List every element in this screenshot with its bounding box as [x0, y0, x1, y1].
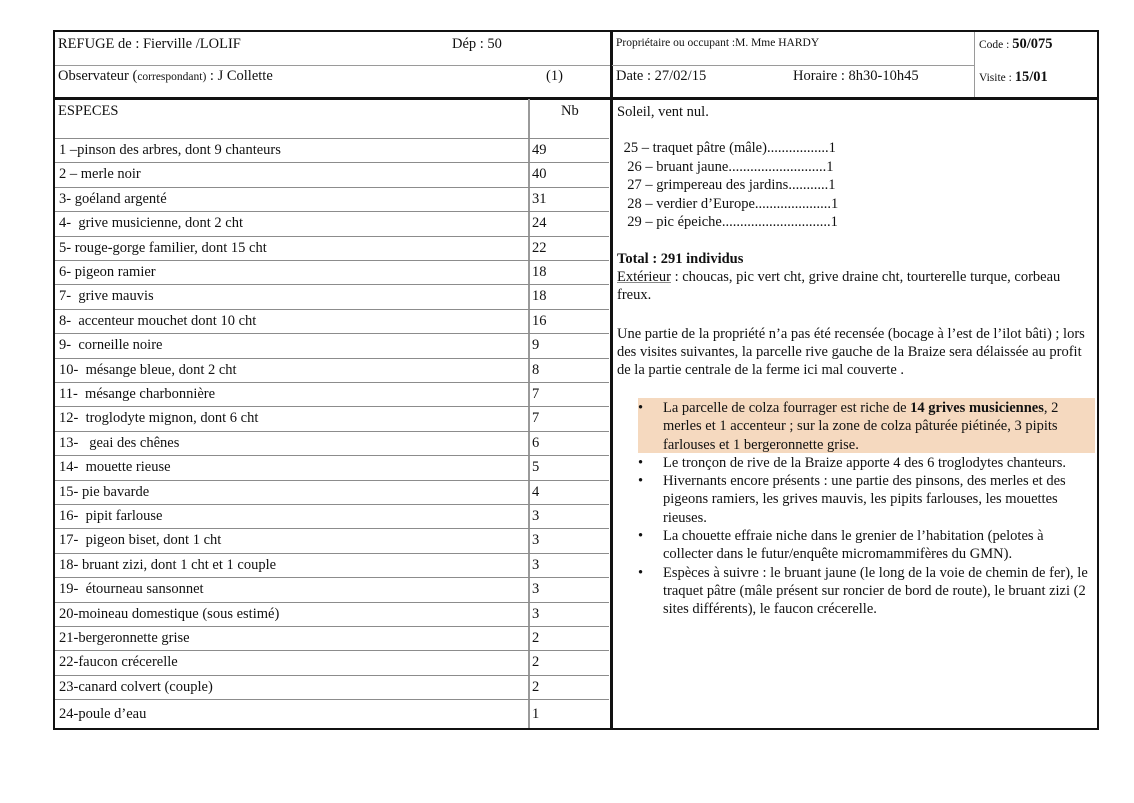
observation-bullets	[636, 399, 1096, 619]
species-name: 9- corneille noire	[59, 337, 163, 354]
bullet-item	[636, 454, 1096, 472]
species-count: 2	[532, 654, 540, 671]
observer-value: : J Collette	[206, 68, 273, 84]
bullet-text: Le tronçon de rive de la Braize apporte 4 des 6 troglodytes chanteurs.	[663, 454, 1067, 471]
table-row	[55, 480, 609, 504]
species-count: 8	[532, 361, 540, 378]
weather-note: Soleil, vent nul.	[617, 104, 709, 120]
table-row	[55, 675, 609, 699]
species-count: 18	[532, 264, 547, 280]
species-count: 49	[532, 142, 547, 158]
bullet-icon: •	[638, 564, 644, 581]
species-count: 3	[532, 556, 540, 573]
header-divider	[53, 97, 1099, 100]
species-name: 24-poule d’eau	[59, 706, 147, 723]
visite-label: Visite :	[979, 72, 1015, 84]
species-name: 16- pipit farlouse	[59, 508, 163, 524]
species-name: 11- mésange charbonnière	[59, 386, 216, 402]
species-name: 20-moineau domestique (sous estimé)	[59, 605, 280, 622]
code-column-divider	[974, 32, 975, 97]
extra-species-item: 25 – traquet pâtre (mâle).................1	[620, 140, 836, 156]
table-row	[55, 504, 609, 528]
bullet-icon: •	[638, 473, 644, 490]
nb-column-header: Nb	[561, 103, 579, 119]
species-name: 15- pie bavarde	[59, 483, 150, 500]
table-row	[55, 528, 609, 552]
species-count: 4	[532, 483, 540, 500]
extra-species-item: 27 – grimpereau des jardins...........1	[620, 177, 836, 193]
table-row	[55, 602, 609, 626]
species-name: 12- troglodyte mignon, dont 6 cht	[59, 410, 259, 427]
species-name: 22-faucon crécerelle	[59, 654, 178, 671]
exterior-label: Extérieur	[617, 269, 671, 285]
species-count: 3	[532, 508, 540, 524]
table-row	[55, 284, 609, 308]
observer-number: (1)	[546, 68, 563, 84]
extra-species-item: 28 – verdier d’Europe.....................1	[620, 195, 839, 212]
extra-species-list	[620, 139, 838, 232]
species-name: 7- grive mauvis	[59, 288, 154, 305]
bullet-icon: •	[638, 454, 644, 471]
species-name: 10- mésange bleue, dont 2 cht	[59, 361, 237, 378]
table-row	[55, 553, 609, 577]
dep-label: Dép : 50	[452, 36, 502, 52]
table-row	[55, 309, 609, 333]
species-count: 2	[532, 678, 540, 695]
bullet-text: Espèces à suivre : le bruant jaune (le long de la voie de chemin de fer), le traquet pâtre (mâle présent sur roncier de bord de route), le bruant zizi (2 sites différents), le faucon crécerelle.	[663, 564, 1088, 618]
exterior-text: : choucas, pic vert cht, grive draine cht, tourterelle turque, corbeau freux.	[617, 269, 1061, 303]
species-name: 14- mouette rieuse	[59, 459, 171, 476]
species-column-header: ESPECES	[58, 103, 119, 119]
species-name: 8- accenteur mouchet dont 10 cht	[59, 312, 257, 329]
refuge-label: REFUGE de : Fierville /LOLIF	[58, 36, 241, 52]
species-count: 5	[532, 459, 540, 476]
species-name: 19- étourneau sansonnet	[59, 581, 204, 598]
species-name: 4- grive musicienne, dont 2 cht	[59, 215, 244, 232]
species-count: 3	[532, 605, 540, 622]
table-row	[55, 138, 609, 162]
table-row	[55, 626, 609, 650]
visite-value: 15/01	[1014, 69, 1048, 85]
horaire-label: Horaire : 8h30-10h45	[793, 68, 919, 84]
species-count: 18	[532, 288, 547, 305]
bullet-text: Hivernants encore présents : une partie des pinsons, des merles et des pigeons ramiers, les grives mauvis, les pipits farlouses, les mouettes rieuses.	[663, 473, 1066, 526]
table-row	[55, 382, 609, 406]
species-count: 7	[532, 386, 540, 402]
bullet-item	[636, 399, 1096, 454]
species-count: 24	[532, 215, 547, 232]
species-count: 3	[532, 532, 540, 549]
species-name: 21-bergeronnette grise	[59, 630, 190, 646]
observer-small-label: correspondant)	[137, 71, 207, 83]
species-count: 6	[532, 434, 540, 451]
bullet-text: La parcelle de colza fourrager est riche de	[663, 400, 911, 416]
table-row	[55, 260, 609, 284]
bullet-text: , 2 merles et 1 accenteur ; sur la zone de colza pâturée piétinée, 3 pipits farlouses et 1 bergeronnette grise.	[663, 400, 1059, 453]
table-row	[55, 699, 609, 728]
table-row	[55, 406, 609, 430]
visite-field	[979, 69, 1048, 87]
species-name: 6- pigeon ramier	[59, 264, 156, 280]
table-row	[55, 358, 609, 382]
species-name: 3- goéland argenté	[59, 190, 167, 207]
bullet-text: La chouette effraie niche dans le grenier de l’habitation (pelotes à collecter dans le futur/enquête micromammifères du GMN).	[663, 528, 1044, 563]
table-row	[55, 577, 609, 601]
table-row	[55, 431, 609, 455]
header-row-line-right	[612, 65, 974, 66]
observer-field	[58, 68, 273, 86]
bullet-item	[636, 472, 1096, 527]
extra-species-item: 26 – bruant jaune...........................1	[620, 158, 834, 175]
table-row	[55, 236, 609, 260]
species-name: 23-canard colvert (couple)	[59, 678, 213, 695]
date-label: Date : 27/02/15	[616, 68, 707, 84]
header-row-line-left	[55, 65, 610, 66]
table-row	[55, 162, 609, 186]
owner-label: Propriétaire ou occupant :M. Mme HARDY	[616, 37, 820, 49]
species-name: 18- bruant zizi, dont 1 cht et 1 couple	[59, 556, 277, 573]
species-count: 16	[532, 312, 547, 329]
bullet-bold-text: 14 grives musiciennes	[910, 400, 1044, 416]
table-row	[55, 333, 609, 357]
species-name: 1 –pinson des arbres, dont 9 chanteurs	[59, 142, 281, 158]
code-value: 50/075	[1012, 36, 1053, 52]
bullet-item	[636, 564, 1096, 619]
species-count: 1	[532, 706, 540, 723]
species-name: 17- pigeon biset, dont 1 cht	[59, 532, 222, 549]
species-count: 2	[532, 630, 540, 646]
code-field	[979, 36, 1053, 54]
coverage-paragraph: Une partie de la propriété n’a pas été recensée (bocage à l’est de l’ilot bâti) ; lors des visites suivantes, la parcelle rive gauche de la Braize sera délaissée au profit de la partie centrale de la ferme ici mal couverte .	[617, 326, 1085, 378]
species-name: 13- geai des chênes	[59, 434, 180, 451]
bullet-item	[636, 527, 1096, 564]
table-row	[55, 211, 609, 235]
species-count: 31	[532, 190, 547, 207]
column-divider	[610, 30, 613, 730]
observer-label: Observateur (	[58, 68, 138, 84]
total-count: Total : 291 individus	[617, 251, 744, 267]
species-count: 9	[532, 337, 540, 354]
table-row	[55, 455, 609, 479]
species-name: 5- rouge-gorge familier, dont 15 cht	[59, 239, 267, 256]
bullet-icon: •	[638, 400, 644, 416]
exterior-note	[617, 268, 1087, 304]
table-row	[55, 187, 609, 211]
extra-species-item: 29 – pic épeiche..............................1	[620, 214, 838, 230]
species-count: 7	[532, 410, 540, 427]
species-name: 2 – merle noir	[59, 166, 141, 183]
species-count: 22	[532, 239, 547, 256]
species-count: 40	[532, 166, 547, 183]
species-count: 3	[532, 581, 540, 598]
table-row	[55, 650, 609, 674]
bullet-icon: •	[638, 528, 644, 545]
code-label: Code :	[979, 39, 1013, 51]
